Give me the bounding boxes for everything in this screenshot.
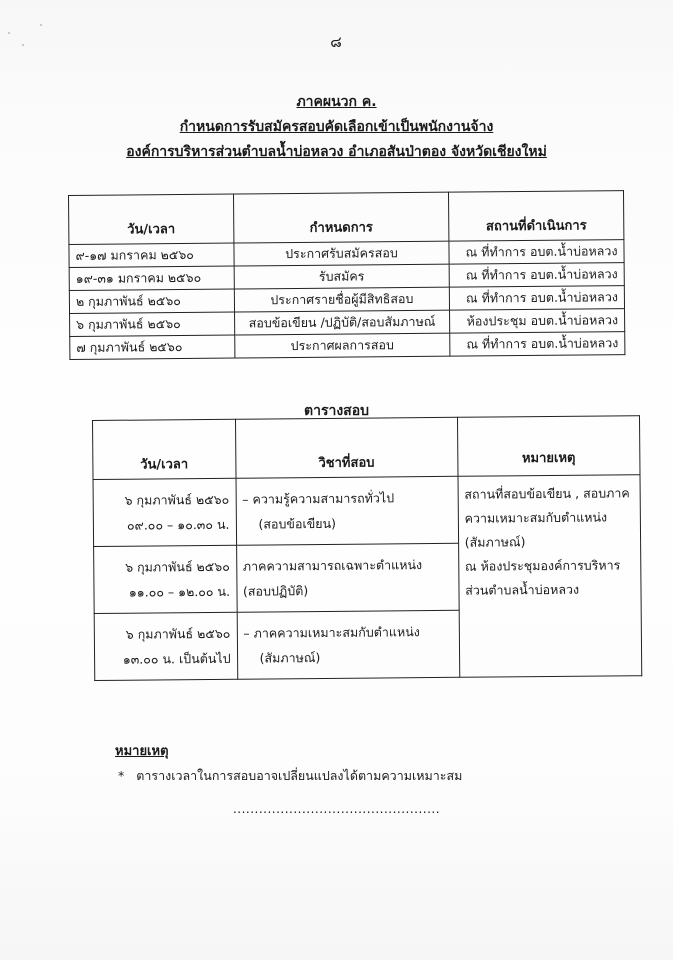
note-title: หมายเหตุ [115,744,169,759]
header-event: กำหนดการ [233,192,449,243]
cell-date: ๙-๑๗ มกราคม ๒๕๖๐ [69,243,234,267]
header-date: วัน/เวลา [69,194,234,244]
exam-type: (สอบข้อเขียน) [258,515,337,532]
cell-event: สอบข้อเขียน /ปฏิบัติ/สอบสัมภาษณ์ [234,310,450,335]
remark-line: (สัมภาษณ์) [464,534,526,550]
exam-header-row [93,416,640,480]
cell-location: ณ ที่ทำการ อบต.น้ำบ่อหลวง [449,240,624,265]
header-date: วัน/เวลา [93,419,236,479]
header-remark: หมายเหตุ [457,416,640,477]
schedule-header-row [69,191,624,245]
remark-line: ส่วนตำบลน้ำบ่อหลวง [465,581,580,598]
cell-subject [236,543,459,612]
exam-subject: – ภาคความเหมาะสมกับตำแหน่ง [243,624,420,641]
exam-type: (สอบปฏิบัติ) [242,583,309,599]
appendix-title: ภาคผนวก ค. [296,94,377,110]
schedule-table [68,190,625,360]
document-header [0,90,673,165]
remark-line: สถานที่สอบข้อเขียน , สอบภาค [464,485,630,502]
cell-event: ประกาศรายชื่อผู้มีสิทธิสอบ [234,287,450,312]
cell-remark [458,475,642,678]
cell-location: ณ ที่ทำการ อบต.น้ำบ่อหลวง [449,263,624,288]
cell-event: รับสมัคร [234,264,450,289]
note-item [118,766,462,786]
cell-datetime [94,612,237,680]
schedule-title: กำหนดการรับสมัครสอบคัดเลือกเข้าเป็นพนักงานจ้าง [179,119,494,135]
page-number: ๘ [330,33,343,51]
scan-speck [40,24,42,26]
exam-subject: ภาคความสามารถเฉพาะตำแหน่ง [242,557,423,574]
cell-date: ๒ กุมภาพันธ์ ๒๕๖๐ [69,289,234,313]
cell-date: ๖ กุมภาพันธ์ ๒๕๖๐ [70,312,235,336]
cell-date: ๑๙-๓๑ มกราคม ๒๕๖๐ [69,266,234,290]
exam-type: (สัมภาษณ์) [259,650,321,666]
cell-location: ณ ที่ทำการ อบต.น้ำบ่อหลวง [449,286,624,311]
table-row [93,475,641,547]
cell-location: ห้องประชุม อบต.น้ำบ่อหลวง [450,309,625,334]
header-location: สถานที่ดำเนินการ [449,191,624,242]
exam-subject: – ความรู้ความสามารถทั่วไป [242,490,395,507]
header-subject: วิชาที่สอบ [235,417,458,478]
remark-line: ณ ห้องประชุมองค์การบริหาร [464,557,621,574]
exam-time: ๑๓.๐๐ น. เป็นต้นไป [122,650,231,667]
cell-event: ประกาศผลการสอบ [235,333,451,358]
cell-event: ประกาศรับสมัครสอบ [234,241,450,266]
exam-date: ๖ กุมภาพันธ์ ๒๕๖๐ [124,491,230,508]
organization-title: องค์การบริหารส่วนตำบลน้ำบ่อหลวง อำเภอสันป่าตอง จังหวัดเชียงใหม่ [126,144,547,160]
cell-datetime [94,545,237,613]
exam-time: ๑๑.๐๐ – ๑๒.๐๐ น. [128,583,231,600]
cell-subject [236,476,459,545]
note-text: ตารางเวลาในการสอบอาจเปลี่ยนแปลงได้ตามความเหมาะสม [136,768,463,783]
cell-date: ๗ กุมภาพันธ์ ๒๕๖๐ [70,335,235,359]
cell-location: ณ ที่ทำการ อบต.น้ำบ่อหลวง [450,332,625,357]
cell-subject [237,610,460,679]
end-separator: ................................................ [232,802,441,816]
table-row [70,332,625,360]
exam-time: ๐๙.๐๐ – ๑๐.๓๐ น. [126,516,230,533]
exam-table [92,415,642,681]
exam-table-title: ตารางสอบ [303,403,369,419]
exam-date: ๖ กุมภาพันธ์ ๒๕๖๐ [125,625,231,642]
remark-line: ความเหมาะสมกับตำแหน่ง [464,509,608,526]
exam-date: ๖ กุมภาพันธ์ ๒๕๖๐ [125,558,230,575]
bullet-icon: * [118,768,125,783]
cell-datetime [93,478,236,546]
